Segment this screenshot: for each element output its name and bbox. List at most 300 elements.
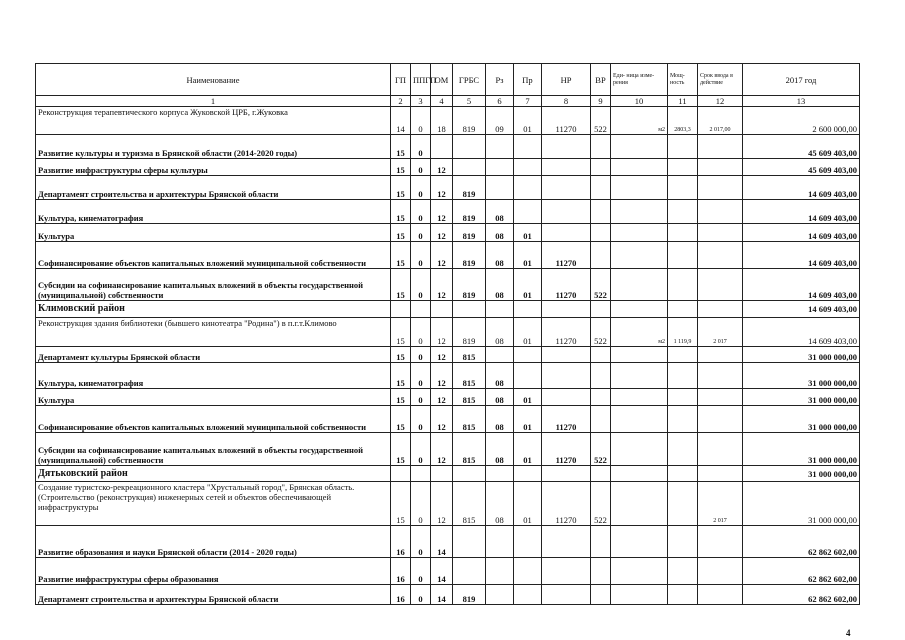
cell-capacity: 1 119,9 bbox=[668, 318, 698, 347]
cell-rz bbox=[486, 347, 514, 363]
header-vr: ВР bbox=[591, 64, 611, 96]
cell-nr bbox=[542, 135, 591, 159]
cell-ppgp: 0 bbox=[411, 347, 431, 363]
cell-amount: 62 862 602,00 bbox=[743, 558, 860, 585]
cell-unit bbox=[611, 406, 668, 433]
cell-ppgp: 0 bbox=[411, 269, 431, 301]
cell-vr bbox=[591, 585, 611, 605]
cell-capacity bbox=[668, 526, 698, 558]
cell-vr bbox=[591, 466, 611, 482]
header-ppgp: ППГП bbox=[411, 64, 431, 96]
cell-deadline bbox=[698, 135, 743, 159]
column-number: 6 bbox=[486, 96, 514, 107]
cell-amount: 31 000 000,00 bbox=[743, 466, 860, 482]
cell-deadline bbox=[698, 466, 743, 482]
cell-grbs: 819 bbox=[453, 269, 486, 301]
cell-capacity bbox=[668, 135, 698, 159]
header-rz: Рз bbox=[486, 64, 514, 96]
cell-name: Софинансирование объектов капитальных вложений муниципальной собственности bbox=[36, 242, 391, 269]
cell-name: Культура bbox=[36, 224, 391, 242]
cell-name: Культура, кинематография bbox=[36, 363, 391, 389]
cell-amount: 14 609 403,00 bbox=[743, 200, 860, 224]
cell-name: Софинансирование объектов капитальных вложений муниципальной собственности bbox=[36, 406, 391, 433]
cell-gp: 15 bbox=[391, 269, 411, 301]
cell-capacity: 2803,3 bbox=[668, 107, 698, 135]
cell-unit bbox=[611, 389, 668, 406]
column-number: 2 bbox=[391, 96, 411, 107]
cell-grbs: 815 bbox=[453, 482, 486, 526]
cell-pr: 01 bbox=[514, 433, 542, 466]
column-number: 1 bbox=[36, 96, 391, 107]
cell-amount: 14 609 403,00 bbox=[743, 224, 860, 242]
cell-unit bbox=[611, 301, 668, 318]
cell-amount: 31 000 000,00 bbox=[743, 389, 860, 406]
cell-deadline bbox=[698, 363, 743, 389]
table-row bbox=[36, 159, 860, 176]
cell-vr bbox=[591, 176, 611, 200]
cell-nr: 11270 bbox=[542, 482, 591, 526]
cell-name: Развитие инфраструктуры сферы образования bbox=[36, 558, 391, 585]
cell-gp: 16 bbox=[391, 558, 411, 585]
column-number: 9 bbox=[591, 96, 611, 107]
cell-om: 14 bbox=[431, 558, 453, 585]
cell-grbs: 815 bbox=[453, 406, 486, 433]
cell-unit bbox=[611, 200, 668, 224]
cell-grbs bbox=[453, 159, 486, 176]
cell-grbs bbox=[453, 466, 486, 482]
cell-nr bbox=[542, 526, 591, 558]
cell-ppgp bbox=[411, 301, 431, 318]
cell-amount: 31 000 000,00 bbox=[743, 363, 860, 389]
cell-ppgp: 0 bbox=[411, 318, 431, 347]
cell-amount: 14 609 403,00 bbox=[743, 318, 860, 347]
cell-rz: 08 bbox=[486, 433, 514, 466]
cell-pr bbox=[514, 347, 542, 363]
cell-rz bbox=[486, 466, 514, 482]
cell-capacity bbox=[668, 159, 698, 176]
table-row bbox=[36, 406, 860, 433]
table-row bbox=[36, 585, 860, 605]
cell-unit: м2 bbox=[611, 318, 668, 347]
table-row bbox=[36, 389, 860, 406]
cell-nr bbox=[542, 347, 591, 363]
cell-name: Развитие инфраструктуры сферы культуры bbox=[36, 159, 391, 176]
cell-om: 14 bbox=[431, 585, 453, 605]
cell-grbs bbox=[453, 135, 486, 159]
cell-grbs: 819 bbox=[453, 318, 486, 347]
cell-gp bbox=[391, 301, 411, 318]
cell-rz: 08 bbox=[486, 318, 514, 347]
cell-amount: 31 000 000,00 bbox=[743, 406, 860, 433]
cell-gp: 15 bbox=[391, 135, 411, 159]
cell-deadline bbox=[698, 242, 743, 269]
cell-om: 12 bbox=[431, 200, 453, 224]
cell-pr: 01 bbox=[514, 107, 542, 135]
cell-capacity bbox=[668, 363, 698, 389]
header-deadline: Срок ввода в действие bbox=[698, 64, 743, 96]
header-name: Наименование bbox=[36, 64, 391, 96]
cell-rz: 08 bbox=[486, 389, 514, 406]
cell-amount: 31 000 000,00 bbox=[743, 482, 860, 526]
page-number: 4 bbox=[846, 628, 851, 638]
cell-gp: 15 bbox=[391, 433, 411, 466]
cell-name: Культура bbox=[36, 389, 391, 406]
cell-pr bbox=[514, 526, 542, 558]
cell-amount: 62 862 602,00 bbox=[743, 526, 860, 558]
cell-name: Климовский район bbox=[36, 301, 391, 318]
table-row bbox=[36, 526, 860, 558]
cell-ppgp: 0 bbox=[411, 585, 431, 605]
cell-grbs: 815 bbox=[453, 433, 486, 466]
cell-capacity bbox=[668, 466, 698, 482]
table-row bbox=[36, 558, 860, 585]
cell-pr bbox=[514, 200, 542, 224]
cell-vr: 522 bbox=[591, 318, 611, 347]
cell-pr bbox=[514, 301, 542, 318]
cell-gp: 15 bbox=[391, 224, 411, 242]
cell-grbs bbox=[453, 301, 486, 318]
cell-capacity bbox=[668, 269, 698, 301]
cell-gp bbox=[391, 466, 411, 482]
column-numbering-row bbox=[36, 96, 860, 107]
column-number: 11 bbox=[668, 96, 698, 107]
cell-ppgp: 0 bbox=[411, 363, 431, 389]
cell-om: 18 bbox=[431, 107, 453, 135]
cell-om: 12 bbox=[431, 482, 453, 526]
cell-deadline bbox=[698, 585, 743, 605]
cell-deadline bbox=[698, 224, 743, 242]
cell-name: Субсидии на софинансирование капитальных вложений в объекты государственной (муниципальной) собственности bbox=[36, 433, 391, 466]
cell-amount: 14 609 403,00 bbox=[743, 301, 860, 318]
cell-ppgp: 0 bbox=[411, 135, 431, 159]
cell-rz bbox=[486, 558, 514, 585]
cell-unit bbox=[611, 558, 668, 585]
cell-pr bbox=[514, 135, 542, 159]
header-year: 2017 год bbox=[743, 64, 860, 96]
cell-capacity bbox=[668, 176, 698, 200]
cell-nr bbox=[542, 159, 591, 176]
cell-capacity bbox=[668, 301, 698, 318]
cell-name: Департамент строительства и архитектуры Брянской области bbox=[36, 585, 391, 605]
cell-nr bbox=[542, 389, 591, 406]
cell-ppgp: 0 bbox=[411, 200, 431, 224]
cell-om bbox=[431, 301, 453, 318]
cell-vr: 522 bbox=[591, 107, 611, 135]
table-row bbox=[36, 301, 860, 318]
cell-rz: 08 bbox=[486, 224, 514, 242]
table-row bbox=[36, 466, 860, 482]
cell-vr: 522 bbox=[591, 482, 611, 526]
cell-amount: 31 000 000,00 bbox=[743, 433, 860, 466]
cell-nr: 11270 bbox=[542, 318, 591, 347]
cell-unit bbox=[611, 433, 668, 466]
cell-nr bbox=[542, 585, 591, 605]
table-row bbox=[36, 135, 860, 159]
cell-gp: 15 bbox=[391, 406, 411, 433]
cell-vr: 522 bbox=[591, 433, 611, 466]
cell-unit bbox=[611, 363, 668, 389]
header-row bbox=[36, 64, 860, 96]
cell-amount: 62 862 602,00 bbox=[743, 585, 860, 605]
cell-unit bbox=[611, 176, 668, 200]
cell-om: 12 bbox=[431, 389, 453, 406]
cell-deadline: 2 017,00 bbox=[698, 107, 743, 135]
cell-name: Дятьковский район bbox=[36, 466, 391, 482]
cell-pr: 01 bbox=[514, 242, 542, 269]
cell-name: Департамент строительства и архитектуры Брянской области bbox=[36, 176, 391, 200]
cell-deadline bbox=[698, 269, 743, 301]
cell-vr bbox=[591, 526, 611, 558]
budget-table bbox=[35, 63, 860, 605]
cell-nr bbox=[542, 176, 591, 200]
table-row bbox=[36, 224, 860, 242]
cell-gp: 16 bbox=[391, 585, 411, 605]
cell-rz: 08 bbox=[486, 363, 514, 389]
cell-deadline bbox=[698, 389, 743, 406]
cell-name: Департамент культуры Брянской области bbox=[36, 347, 391, 363]
cell-grbs: 819 bbox=[453, 242, 486, 269]
cell-om: 12 bbox=[431, 159, 453, 176]
cell-unit: м2 bbox=[611, 107, 668, 135]
cell-unit bbox=[611, 159, 668, 176]
cell-unit bbox=[611, 347, 668, 363]
cell-nr: 11270 bbox=[542, 433, 591, 466]
cell-grbs: 815 bbox=[453, 347, 486, 363]
cell-rz: 09 bbox=[486, 107, 514, 135]
cell-unit bbox=[611, 135, 668, 159]
table-row bbox=[36, 269, 860, 301]
cell-gp: 15 bbox=[391, 389, 411, 406]
cell-pr bbox=[514, 176, 542, 200]
cell-vr bbox=[591, 389, 611, 406]
cell-gp: 15 bbox=[391, 318, 411, 347]
cell-capacity bbox=[668, 242, 698, 269]
cell-capacity bbox=[668, 482, 698, 526]
cell-rz bbox=[486, 135, 514, 159]
cell-rz: 08 bbox=[486, 269, 514, 301]
cell-om: 12 bbox=[431, 433, 453, 466]
cell-om: 12 bbox=[431, 269, 453, 301]
cell-vr bbox=[591, 159, 611, 176]
cell-vr bbox=[591, 363, 611, 389]
cell-name: Создание туристско-рекреационного кластера "Хрустальный город", Брянская область. (Строительство (реконструкция) инженерных сетей и объектов обеспечивающей инфраструктуры bbox=[36, 482, 391, 526]
cell-name: Субсидии на софинансирование капитальных вложений в объекты государственной (муниципальной) собственности bbox=[36, 269, 391, 301]
cell-amount: 14 609 403,00 bbox=[743, 242, 860, 269]
table-row bbox=[36, 482, 860, 526]
cell-ppgp: 0 bbox=[411, 433, 431, 466]
cell-name: Культура, кинематография bbox=[36, 200, 391, 224]
cell-grbs: 819 bbox=[453, 224, 486, 242]
cell-vr bbox=[591, 301, 611, 318]
cell-gp: 16 bbox=[391, 526, 411, 558]
cell-rz bbox=[486, 301, 514, 318]
cell-nr bbox=[542, 301, 591, 318]
cell-om: 12 bbox=[431, 318, 453, 347]
cell-pr: 01 bbox=[514, 406, 542, 433]
column-number: 13 bbox=[743, 96, 860, 107]
cell-pr bbox=[514, 558, 542, 585]
cell-rz: 08 bbox=[486, 406, 514, 433]
table-row bbox=[36, 363, 860, 389]
cell-deadline bbox=[698, 301, 743, 318]
cell-capacity bbox=[668, 406, 698, 433]
cell-ppgp: 0 bbox=[411, 224, 431, 242]
cell-grbs: 819 bbox=[453, 107, 486, 135]
header-pr: Пр bbox=[514, 64, 542, 96]
header-capacity: Мощ- ность bbox=[668, 64, 698, 96]
header-om: ОМ bbox=[431, 64, 453, 96]
cell-unit bbox=[611, 269, 668, 301]
table-row bbox=[36, 176, 860, 200]
cell-nr bbox=[542, 200, 591, 224]
cell-pr: 01 bbox=[514, 482, 542, 526]
cell-amount: 14 609 403,00 bbox=[743, 176, 860, 200]
cell-nr bbox=[542, 466, 591, 482]
cell-gp: 14 bbox=[391, 107, 411, 135]
cell-pr bbox=[514, 466, 542, 482]
table-row bbox=[36, 242, 860, 269]
cell-pr bbox=[514, 159, 542, 176]
cell-vr: 522 bbox=[591, 269, 611, 301]
cell-deadline bbox=[698, 200, 743, 224]
cell-capacity bbox=[668, 433, 698, 466]
cell-unit bbox=[611, 585, 668, 605]
cell-deadline bbox=[698, 406, 743, 433]
cell-ppgp: 0 bbox=[411, 159, 431, 176]
table-row bbox=[36, 200, 860, 224]
header-grbs: ГРБС bbox=[453, 64, 486, 96]
cell-unit bbox=[611, 526, 668, 558]
cell-ppgp: 0 bbox=[411, 406, 431, 433]
cell-vr bbox=[591, 558, 611, 585]
cell-om: 12 bbox=[431, 176, 453, 200]
header-nr: НР bbox=[542, 64, 591, 96]
cell-unit bbox=[611, 224, 668, 242]
column-number: 12 bbox=[698, 96, 743, 107]
cell-deadline bbox=[698, 433, 743, 466]
cell-amount: 2 600 000,00 bbox=[743, 107, 860, 135]
cell-gp: 15 bbox=[391, 347, 411, 363]
cell-pr bbox=[514, 585, 542, 605]
cell-unit bbox=[611, 242, 668, 269]
cell-ppgp bbox=[411, 466, 431, 482]
cell-capacity bbox=[668, 585, 698, 605]
cell-pr: 01 bbox=[514, 224, 542, 242]
cell-gp: 15 bbox=[391, 363, 411, 389]
cell-pr: 01 bbox=[514, 318, 542, 347]
cell-om: 12 bbox=[431, 406, 453, 433]
cell-deadline: 2 017 bbox=[698, 482, 743, 526]
cell-capacity bbox=[668, 224, 698, 242]
cell-rz bbox=[486, 585, 514, 605]
cell-grbs: 819 bbox=[453, 176, 486, 200]
cell-pr: 01 bbox=[514, 389, 542, 406]
cell-nr bbox=[542, 558, 591, 585]
cell-grbs: 819 bbox=[453, 200, 486, 224]
cell-gp: 15 bbox=[391, 159, 411, 176]
cell-gp: 15 bbox=[391, 482, 411, 526]
cell-nr: 11270 bbox=[542, 107, 591, 135]
table-row bbox=[36, 107, 860, 135]
cell-om: 12 bbox=[431, 224, 453, 242]
cell-nr bbox=[542, 363, 591, 389]
column-number: 5 bbox=[453, 96, 486, 107]
cell-grbs: 815 bbox=[453, 363, 486, 389]
cell-deadline: 2 017 bbox=[698, 318, 743, 347]
cell-ppgp: 0 bbox=[411, 242, 431, 269]
cell-grbs bbox=[453, 558, 486, 585]
cell-deadline bbox=[698, 176, 743, 200]
cell-om bbox=[431, 135, 453, 159]
cell-deadline bbox=[698, 526, 743, 558]
cell-vr bbox=[591, 224, 611, 242]
cell-pr: 01 bbox=[514, 269, 542, 301]
cell-unit bbox=[611, 482, 668, 526]
cell-gp: 15 bbox=[391, 176, 411, 200]
cell-deadline bbox=[698, 159, 743, 176]
cell-gp: 15 bbox=[391, 200, 411, 224]
cell-nr bbox=[542, 224, 591, 242]
cell-amount: 14 609 403,00 bbox=[743, 269, 860, 301]
cell-om: 12 bbox=[431, 363, 453, 389]
cell-grbs bbox=[453, 526, 486, 558]
cell-rz: 08 bbox=[486, 242, 514, 269]
cell-grbs: 819 bbox=[453, 585, 486, 605]
cell-ppgp: 0 bbox=[411, 526, 431, 558]
cell-vr bbox=[591, 135, 611, 159]
cell-nr: 11270 bbox=[542, 269, 591, 301]
cell-gp: 15 bbox=[391, 242, 411, 269]
column-number: 7 bbox=[514, 96, 542, 107]
cell-capacity bbox=[668, 200, 698, 224]
column-number: 8 bbox=[542, 96, 591, 107]
table-row bbox=[36, 318, 860, 347]
cell-name: Реконструкция здания библиотеки (бывшего кинотеатра "Родина") в п.г.т.Климово bbox=[36, 318, 391, 347]
cell-nr: 11270 bbox=[542, 406, 591, 433]
cell-rz: 08 bbox=[486, 482, 514, 526]
cell-unit bbox=[611, 466, 668, 482]
cell-rz: 08 bbox=[486, 200, 514, 224]
cell-nr: 11270 bbox=[542, 242, 591, 269]
cell-name: Развитие образования и науки Брянской области (2014 - 2020 годы) bbox=[36, 526, 391, 558]
cell-capacity bbox=[668, 389, 698, 406]
cell-vr bbox=[591, 347, 611, 363]
cell-om bbox=[431, 466, 453, 482]
column-number: 10 bbox=[611, 96, 668, 107]
cell-vr bbox=[591, 200, 611, 224]
cell-amount: 45 609 403,00 bbox=[743, 159, 860, 176]
cell-name: Развитие культуры и туризма в Брянской области (2014-2020 годы) bbox=[36, 135, 391, 159]
cell-rz bbox=[486, 526, 514, 558]
cell-vr bbox=[591, 242, 611, 269]
cell-ppgp: 0 bbox=[411, 176, 431, 200]
header-unit: Еди- ница изме- рения bbox=[611, 64, 668, 96]
table-row bbox=[36, 433, 860, 466]
cell-amount: 45 609 403,00 bbox=[743, 135, 860, 159]
cell-capacity bbox=[668, 347, 698, 363]
cell-pr bbox=[514, 363, 542, 389]
cell-vr bbox=[591, 406, 611, 433]
cell-name: Реконструкция терапевтического корпуса Жуковской ЦРБ, г.Жуковка bbox=[36, 107, 391, 135]
cell-amount: 31 000 000,00 bbox=[743, 347, 860, 363]
cell-om: 12 bbox=[431, 242, 453, 269]
cell-capacity bbox=[668, 558, 698, 585]
cell-ppgp: 0 bbox=[411, 558, 431, 585]
header-gp: ГП bbox=[391, 64, 411, 96]
cell-deadline bbox=[698, 347, 743, 363]
column-number: 4 bbox=[431, 96, 453, 107]
cell-ppgp: 0 bbox=[411, 482, 431, 526]
